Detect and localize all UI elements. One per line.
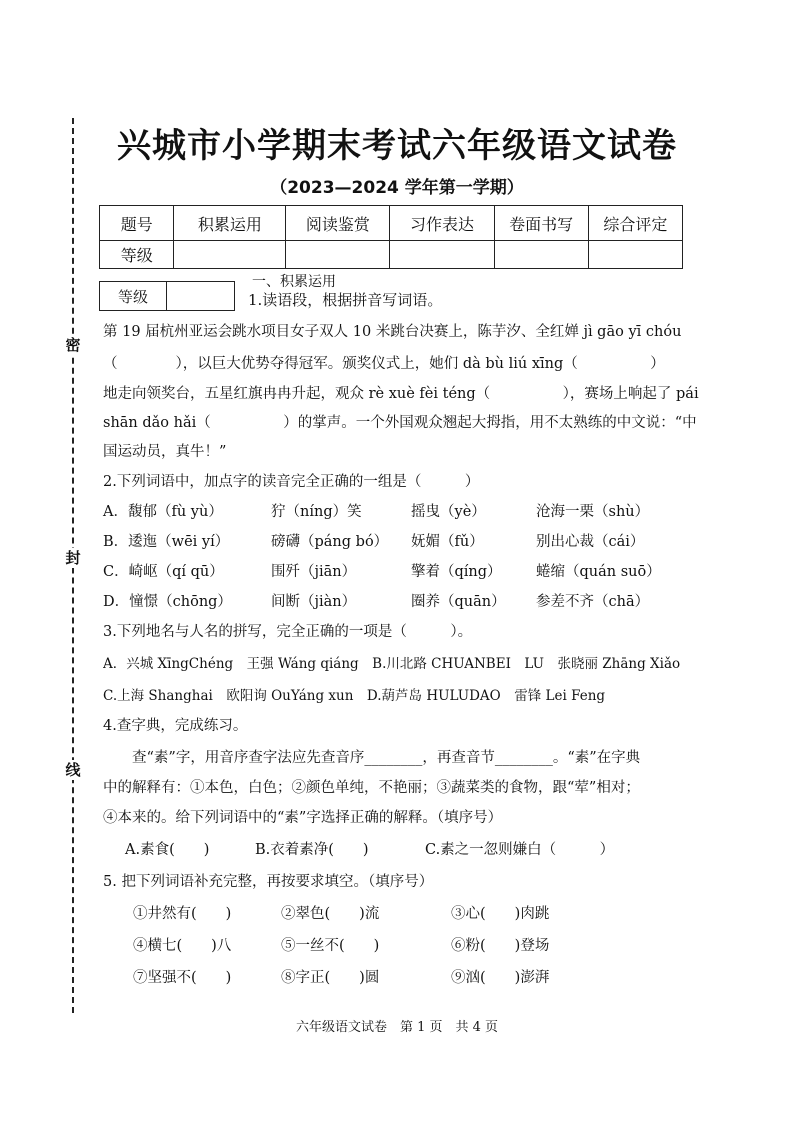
q5-item: ⑧字正( )圆 <box>281 970 380 986</box>
q2-a-1: A．馥郁（fù yù） <box>103 504 223 520</box>
page-title: 兴城市小学期末考试六年级语文试卷 <box>117 126 677 166</box>
score-header: 题号 <box>100 206 174 241</box>
q1-title: 1.读语段，根据拼音写词语。 <box>248 291 443 309</box>
seal-char-feng: 封 <box>63 548 83 568</box>
q2-option-d <box>103 592 713 612</box>
q4-option-a: A.素食( ) <box>125 842 210 858</box>
q2-title: 2.下列词语中，加点字的读音完全正确的一组是（ ） <box>103 474 480 490</box>
grade-cell[interactable] <box>390 241 494 269</box>
score-header: 卷面书写 <box>494 206 588 241</box>
q2-b-4: 别出心裁（cái） <box>536 534 645 550</box>
grade-row-label: 等级 <box>100 241 174 269</box>
score-header: 综合评定 <box>588 206 682 241</box>
score-header: 习作表达 <box>390 206 494 241</box>
score-header: 阅读鉴赏 <box>286 206 390 241</box>
score-table-grade-row <box>100 241 683 269</box>
q5-row <box>103 968 743 988</box>
grade-cell[interactable] <box>174 241 286 269</box>
q2-option-c <box>103 562 713 582</box>
q5-item: ③心( )肉跳 <box>451 906 550 922</box>
grade-cell[interactable] <box>286 241 390 269</box>
section-grade-box <box>99 281 235 311</box>
page-footer: 六年级语文试卷 第 1 页 共 4 页 <box>295 1020 499 1035</box>
q2-c-4: 蜷缩（quán suō） <box>536 564 661 580</box>
q4-options <box>103 840 735 860</box>
q5-item: ④横七( )八 <box>133 938 232 954</box>
score-header: 积累运用 <box>174 206 286 241</box>
q3-option-cd: C.上海 Shanghai 欧阳询 OuYáng xun D.葫芦岛 HULUDAO 雷锋 Lei Feng <box>103 688 606 704</box>
score-table-header-row <box>100 206 683 241</box>
section-1-title: 一、积累运用 <box>252 274 336 290</box>
grade-cell[interactable] <box>494 241 588 269</box>
q1-text-line: 地走向领奖台，五星红旗冉冉升起，观众 rè xuè fèi téng（ ），赛场上响起了 pái <box>103 386 699 402</box>
q1-text-line: shān dǎo hǎi（ ）的掌声。一个外国观众翘起大拇指，用不太熟练的中文说：“中 <box>103 415 697 431</box>
section-grade-label: 等级 <box>100 282 167 310</box>
q4-option-b: B.衣着素净( ) <box>255 842 369 858</box>
q5-item: ⑦坚强不( ) <box>133 970 232 986</box>
seal-char-mi: 密 <box>63 335 83 355</box>
grade-cell[interactable] <box>588 241 682 269</box>
q5-row <box>103 936 743 956</box>
q5-item: ⑥粉( )登场 <box>451 938 550 954</box>
q2-a-2: 狞（níng）笑 <box>271 504 362 520</box>
seal-char-xian: 线 <box>63 760 83 780</box>
q5-item: ①井然有( ) <box>133 906 232 922</box>
score-table <box>99 205 683 269</box>
q4-text-line: 查“素”字，用音序查字法应先查音序________，再查音节________。“素”在字典 <box>103 750 641 766</box>
q2-c-3: 擎着（qíng） <box>411 564 502 580</box>
q2-a-4: 沧海一栗（shù） <box>536 504 650 520</box>
q2-d-3: 圈养（quān） <box>411 594 506 610</box>
q4-option-c: C.素之一忽则嫌白（ ） <box>425 842 615 858</box>
q2-a-3: 摇曳（yè） <box>411 504 486 520</box>
q5-title: 5. 把下列词语补充完整，再按要求填空。（填序号） <box>103 874 434 890</box>
q2-c-1: C．崎岖（qí qū） <box>103 564 224 580</box>
q4-text-line: ④本来的。给下列词语中的“素”字选择正确的解释。（填序号） <box>103 810 503 826</box>
q5-item: ⑤一丝不( ) <box>281 938 380 954</box>
q1-text-line: 国运动员，真牛！” <box>103 444 227 460</box>
q5-row <box>103 904 743 924</box>
q2-c-2: 围歼（jiān） <box>271 564 357 580</box>
section-grade-cell[interactable] <box>167 282 234 310</box>
q4-text-line: 中的解释有：①本色，白色；②颜色单纯，不艳丽；③蔬菜类的食物，跟“荤”相对； <box>103 780 640 796</box>
q2-d-1: D．憧憬（chōng） <box>103 594 232 610</box>
q5-item: ⑨汹( )澎湃 <box>451 970 550 986</box>
q2-option-b <box>103 532 713 552</box>
q3-option-ab: A．兴城 XīngChéng 王强 Wáng qiáng B.川北路 CHUANBEI LU 张晓丽 Zhāng Xiǎo <box>103 656 681 672</box>
q2-b-2: 磅礴（páng bó） <box>271 534 389 550</box>
q2-b-3: 妩媚（fǔ） <box>411 534 484 550</box>
q3-title: 3.下列地名与人名的拼写，完全正确的一项是（ ）。 <box>103 624 473 640</box>
q5-item: ②翠色( )流 <box>281 906 380 922</box>
page-subtitle: （2023—2024 学年第一学期） <box>270 178 524 198</box>
q2-option-a <box>103 502 713 522</box>
q4-title: 4.查字典，完成练习。 <box>103 718 248 734</box>
q2-d-4: 参差不齐（chā） <box>536 594 650 610</box>
q2-b-1: B．逶迤（wēi yí） <box>103 534 230 550</box>
q2-d-2: 间断（jiàn） <box>271 594 357 610</box>
q1-text-line: 第 19 届杭州亚运会跳水项目女子双人 10 米跳台决赛上，陈芋汐、全红婵 jì gāo yī chóu <box>103 324 682 340</box>
q1-text-line: （ ），以巨大优势夺得冠军。颁奖仪式上，她们 dà bù liú xīng（ ） <box>103 356 665 372</box>
